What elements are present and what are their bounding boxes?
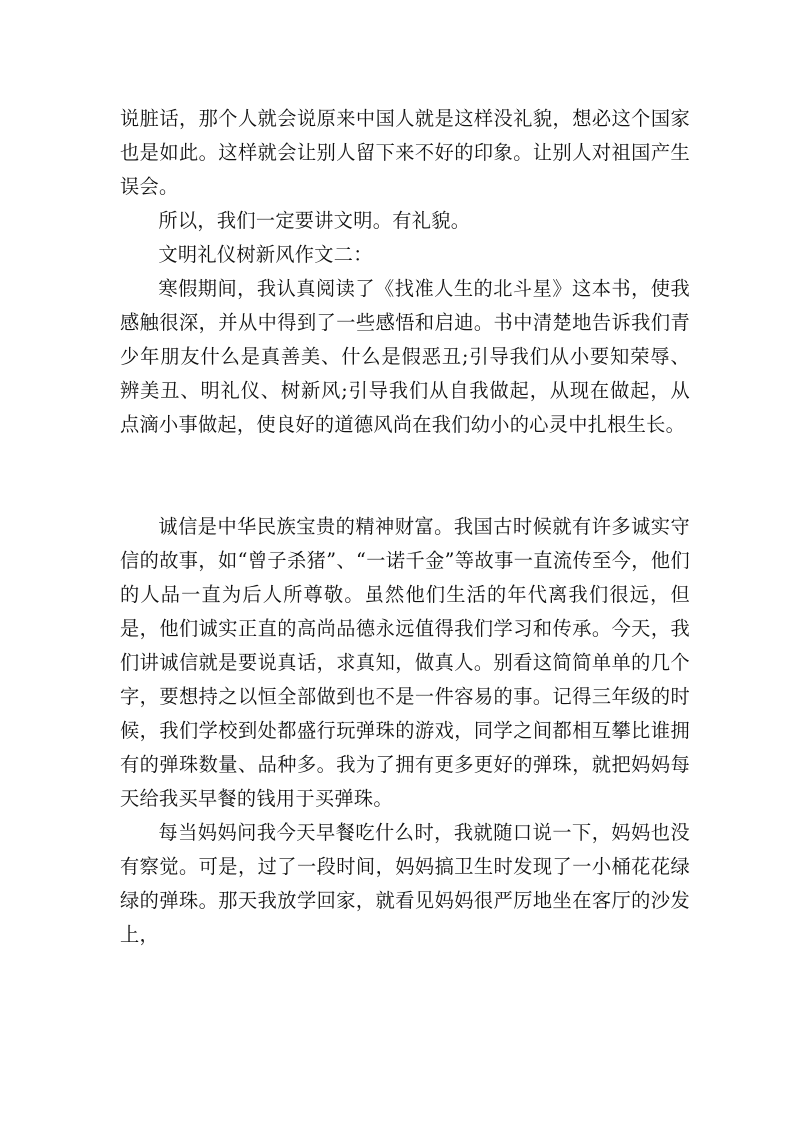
paragraph: 说脏话，那个人就会说原来中国人就是这样没礼貌，想必这个国家也是如此。这样就会让别人留下来不好的印象。让别人对祖国产生误会。 xyxy=(120,107,690,198)
paragraph: 诚信是中华民族宝贵的精神财富。我国古时候就有许多诚实守信的故事，如“曾子杀猪”、“一诺千金”等故事一直流传至今，他们的人品一直为后人所尊敬。虽然他们生活的年代离我们很远，但是，他们诚实正直的高尚品德永远值得我们学习和传承。今天，我们讲诚信就是要说真话，求真知，做真人。别看这简简单单的几个字，要想持之以恒全部做到也不是一件容易的事。记得三年级的时候，我们学校到处都盛行玩弹珠的游戏，同学之间都相互攀比谁拥有的弹珠数量、品种多。我为了拥有更多更好的弹珠，就把妈妈每天给我买早餐的钱用于买弹珠。 xyxy=(120,515,690,810)
paragraph: 所以，我们一定要讲文明。有礼貌。 xyxy=(158,209,471,232)
text-section-bottom xyxy=(120,510,690,952)
paragraph: 每当妈妈问我今天早餐吃什么时，我就随口说一下，妈妈也没有察觉。可是，过了一段时间，妈妈搞卫生时发现了一小桶花花绿绿的弹珠。那天我放学回家，就看见妈妈很严厉地坐在客厅的沙发上， xyxy=(120,821,690,946)
paragraph-heading: 文明礼仪树新风作文二： xyxy=(158,243,373,266)
text-section-top xyxy=(120,102,690,442)
paragraph: 寒假期间，我认真阅读了《找准人生的北斗星》这本书，使我感触很深，并从中得到了一些感悟和启迪。书中清楚地告诉我们青少年朋友什么是真善美、什么是假恶丑;引导我们从小要知荣辱、辨美丑、明礼仪、树新风;引导我们从自我做起，从现在做起，从点滴小事做起，使良好的道德风尚在我们幼小的心灵中扎根生长。 xyxy=(120,277,690,436)
